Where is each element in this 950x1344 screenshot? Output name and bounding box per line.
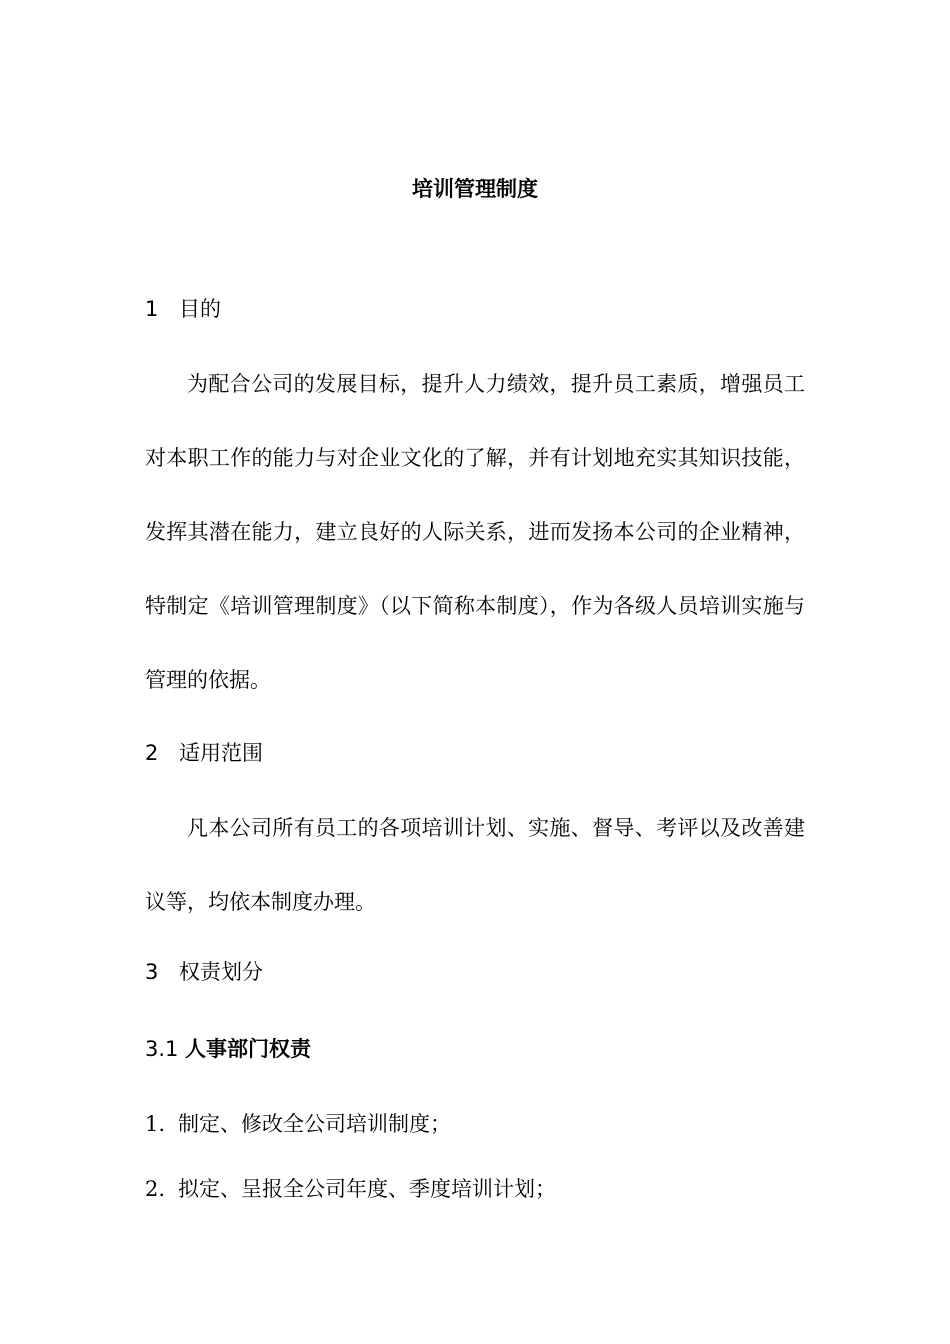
list-item-text: 制定、修改全公司培训制度；: [178, 1112, 451, 1136]
section-title: 适用范围: [179, 741, 263, 765]
list-item: [145, 1107, 451, 1141]
section-2-paragraph: 凡本公司所有员工的各项培训计划、实施、督导、考评以及改善建议等，均依本制度办理。: [145, 816, 805, 914]
section-3-heading: [145, 955, 263, 989]
section-3-1-heading: [145, 1032, 311, 1066]
list-item: [145, 1172, 556, 1206]
section-1-paragraph: 为配合公司的发展目标，提升人力绩效，提升员工素质，增强员工对本职工作的能力与对企业文化的了解，并有计划地充实其知识技能，发挥其潜在能力，建立良好的人际关系，进而发扬本公司的企业精神，特制定《培训管理制度》（以下简称本制度），作为各级人员培训实施与管理的依据。: [145, 372, 805, 692]
section-number: 3: [145, 960, 159, 984]
section-title: 人事部门权责: [185, 1037, 311, 1061]
list-item-number: 2.: [145, 1177, 166, 1201]
section-title: 权责划分: [179, 960, 263, 984]
list-item-number: 1.: [145, 1112, 166, 1136]
section-number: 1: [145, 297, 159, 321]
section-title: 目的: [179, 297, 221, 321]
section-1-heading: [145, 292, 221, 326]
section-number: 2: [145, 741, 159, 765]
section-2-heading: [145, 736, 263, 770]
section-number: 3.1: [145, 1037, 179, 1061]
document-title: 培训管理制度: [412, 177, 538, 201]
list-item-text: 拟定、呈报全公司年度、季度培训计划；: [178, 1177, 556, 1201]
